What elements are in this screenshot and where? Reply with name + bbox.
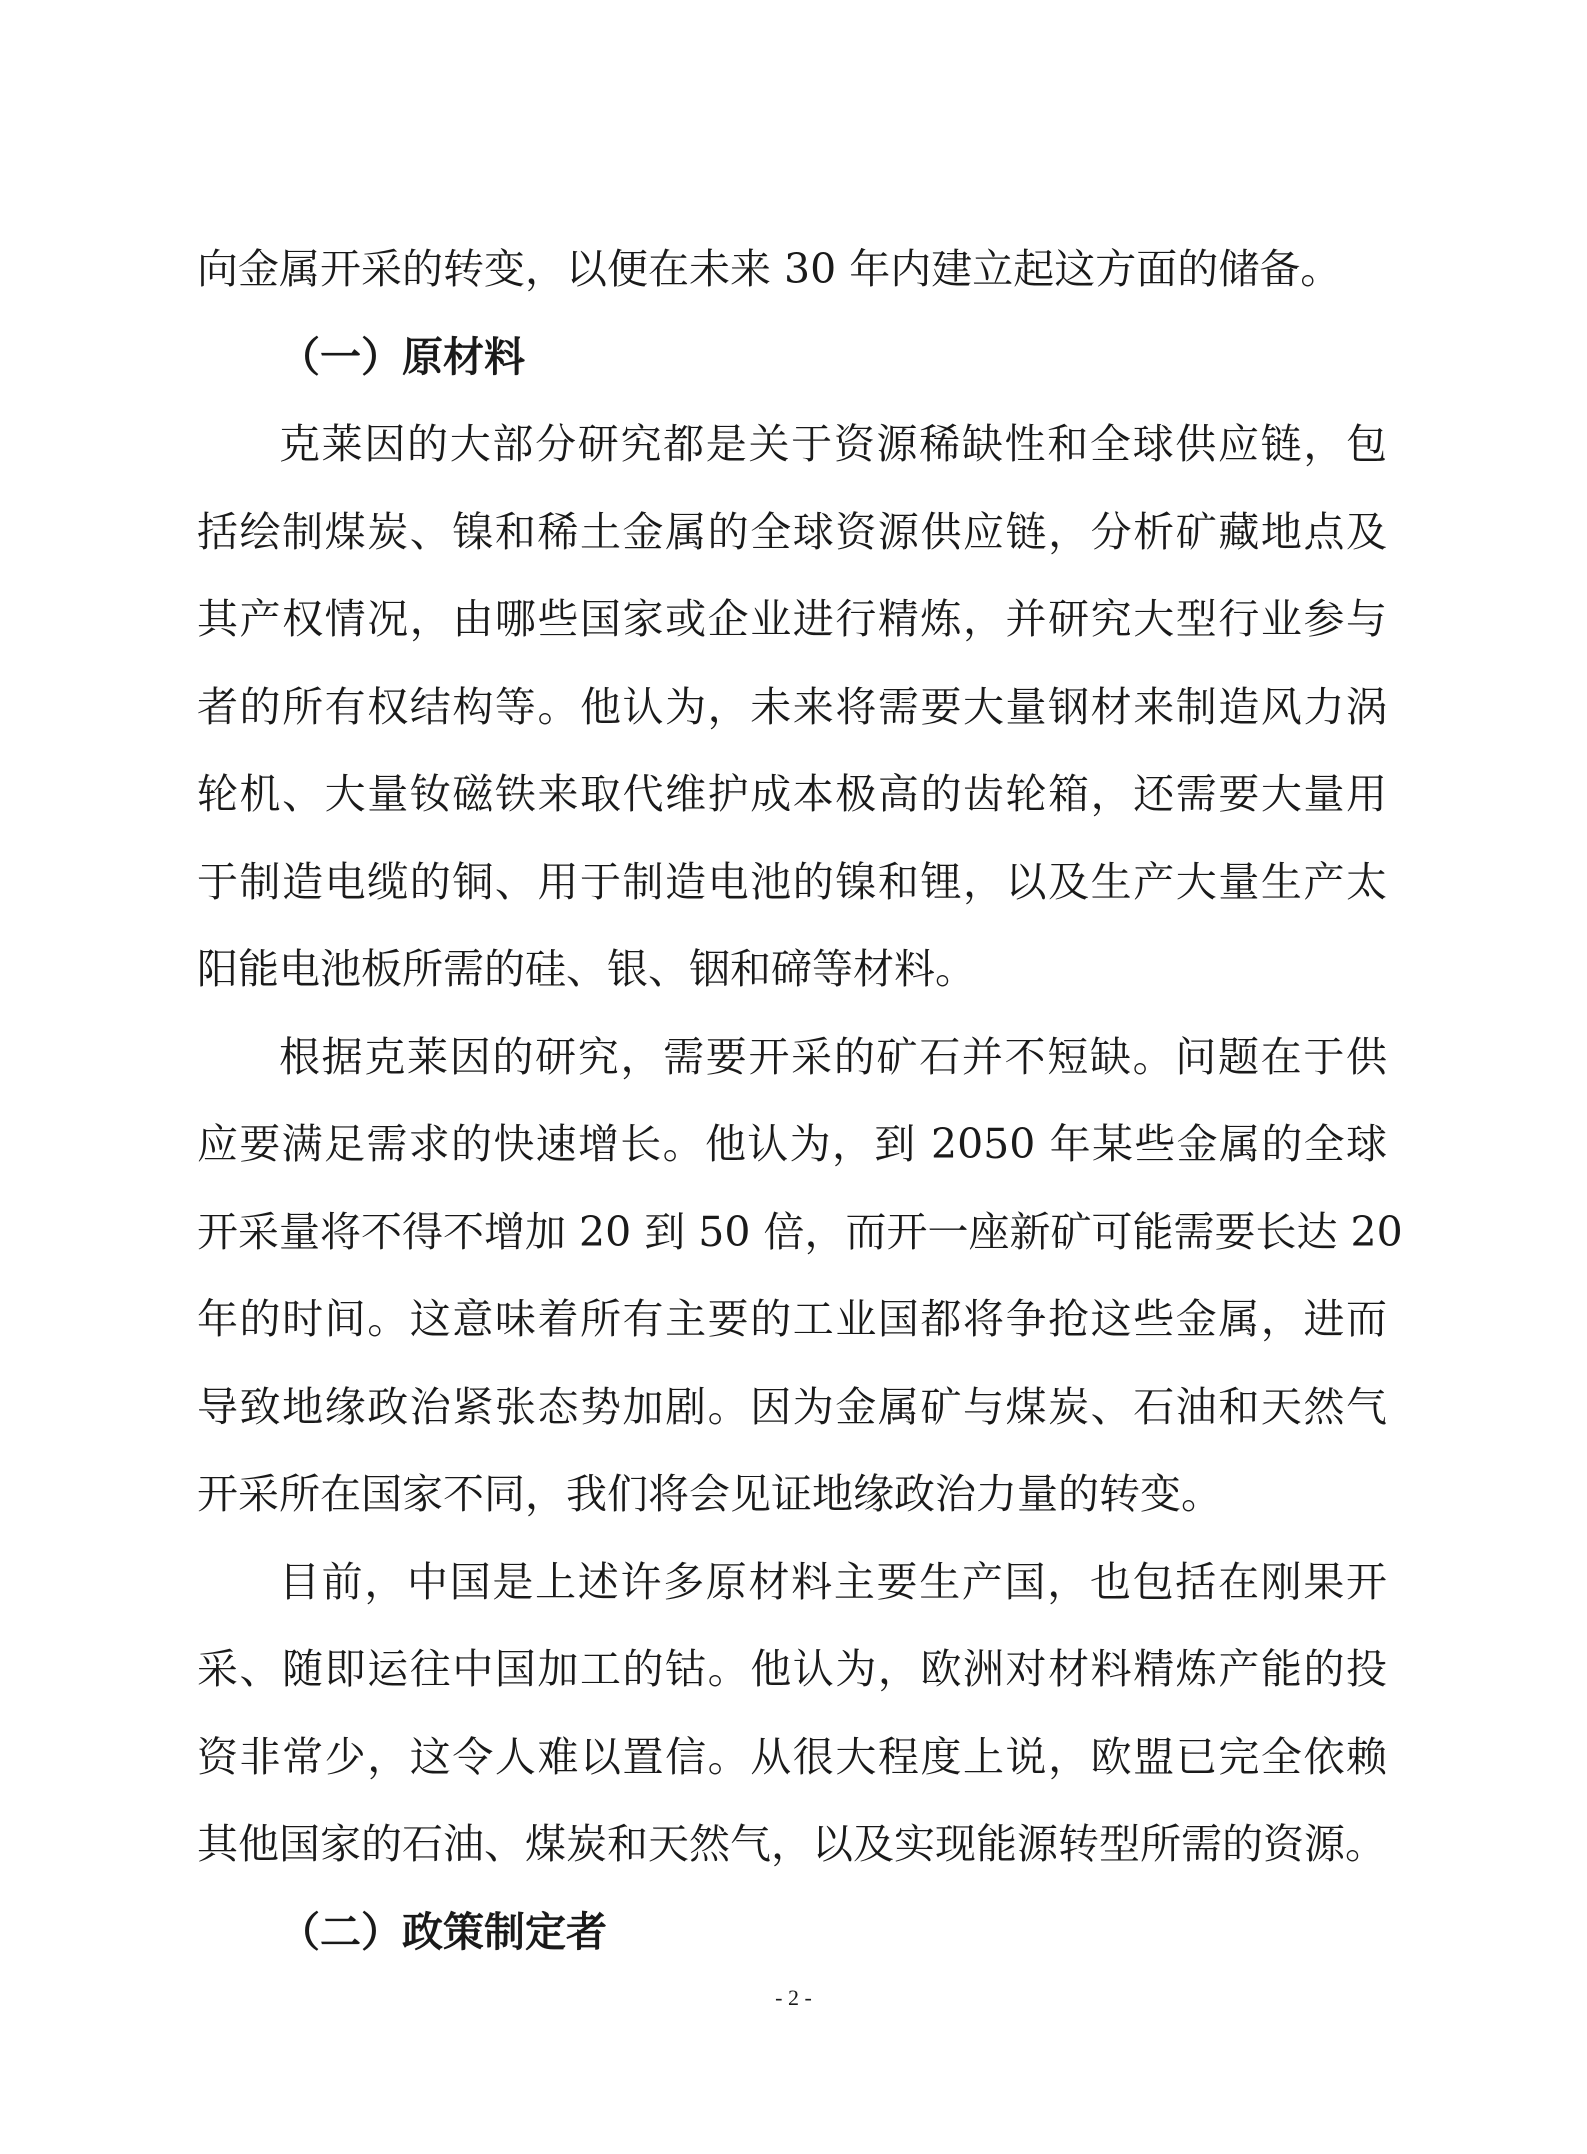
paragraph-line: 导致地缘政治紧张态势加剧。因为金属矿与煤炭、石油和天然气 [197, 1382, 1387, 1431]
intro-line: 向金属开采的转变，以便在未来 30 年内建立起这方面的储备。 [197, 245, 1342, 293]
paragraph-china [197, 1539, 1387, 1889]
section-heading-raw-materials: （一）原材料 [279, 332, 525, 381]
paragraph-line: 者的所有权结构等。他认为，未来将需要大量钢材来制造风力涡 [197, 682, 1387, 731]
paragraph-line: 轮机、大量钕磁铁来取代维护成本极高的齿轮箱，还需要大量用 [197, 770, 1387, 818]
paragraph-line: 于制造电缆的铜、用于制造电池的镍和锂，以及生产大量生产太 [197, 857, 1387, 906]
document-page [197, 226, 1403, 1976]
paragraph-line: 应要满足需求的快速增长。他认为，到 2050 年某些金属的全球 [197, 1120, 1387, 1168]
paragraph-line: 目前，中国是上述许多原材料主要生产国，也包括在刚果开 [279, 1557, 1387, 1606]
page-number: - 2 - [775, 1985, 812, 2010]
paragraph-line: 括绘制煤炭、镍和稀土金属的全球资源供应链，分析矿藏地点及 [197, 507, 1387, 556]
paragraph-line: 克莱因的大部分研究都是关于资源稀缺性和全球供应链，包 [279, 420, 1387, 468]
paragraph-research [197, 401, 1387, 1014]
paragraph-line: 根据克莱因的研究，需要开采的矿石并不短缺。问题在于供 [279, 1032, 1387, 1081]
paragraph-line: 资非常少，这令人难以置信。从很大程度上说，欧盟已完全依赖 [197, 1732, 1387, 1781]
paragraph-line: 采、随即运往中国加工的钴。他认为，欧洲对材料精炼产能的投 [197, 1645, 1387, 1693]
paragraph-supply [197, 1014, 1403, 1539]
paragraph-line: 其产权情况，由哪些国家或企业进行精炼，并研究大型行业参与 [197, 595, 1387, 643]
paragraph-line: 阳能电池板所需的硅、银、铟和碲等材料。 [197, 945, 976, 993]
paragraph-line: 其他国家的石油、煤炭和天然气，以及实现能源转型所需的资源。 [197, 1820, 1386, 1868]
section-heading-policy-makers: （二）政策制定者 [279, 1907, 607, 1956]
paragraph-line: 开采量将不得不增加 20 到 50 倍，而开一座新矿可能需要长达 20 [197, 1207, 1403, 1256]
paragraph-line: 开采所在国家不同，我们将会见证地缘政治力量的转变。 [197, 1470, 1222, 1518]
paragraph-line: 年的时间。这意味着所有主要的工业国都将争抢这些金属，进而 [197, 1295, 1387, 1343]
